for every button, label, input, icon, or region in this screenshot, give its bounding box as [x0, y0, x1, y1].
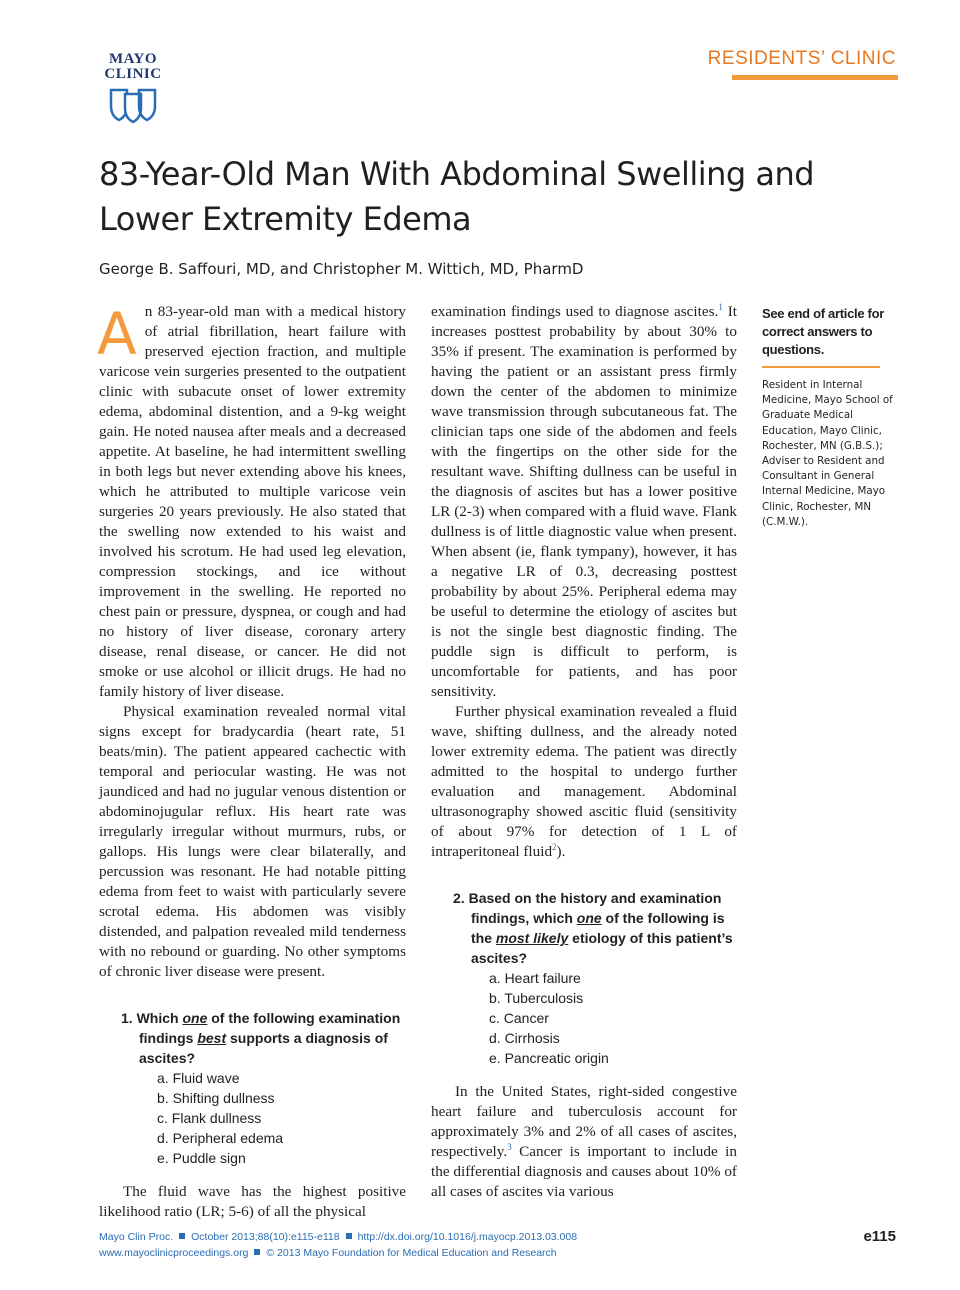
author-affiliations: Resident in Internal Medicine, Mayo School of Graduate Medical Education, Mayo Clinic, Rochester, MN (G.B.S.); Adviser to Resident and Consultant in General Internal Medicine, Mayo Clinic, Rochester, MN (C.M.W.).	[762, 379, 893, 528]
footer-line-2	[99, 1245, 577, 1261]
article-authors: George B. Saffouri, MD, and Christopher M. Wittich, MD, PharmD	[99, 260, 584, 278]
logo-text-mayo: MAYO	[108, 51, 158, 67]
mayo-shields-icon	[109, 86, 157, 124]
question-2	[451, 888, 737, 1068]
option-b: b. Tuberculosis	[489, 990, 584, 1006]
option-d: d. Peripheral edema	[157, 1130, 284, 1146]
journal-issue: October 2013;88(10):e115-e118	[191, 1231, 340, 1243]
question-1-stem: 1. Which one of the following examination findings best supports a diagnosis of ascites?	[121, 1010, 401, 1066]
paragraph-fluid-wave: The fluid wave has the highest positive likelihood ratio (LR; 5-6) of all the physical	[99, 1183, 406, 1220]
separator-square-icon	[179, 1233, 185, 1239]
journal-name: Mayo Clin Proc.	[99, 1231, 174, 1243]
reference-3-link[interactable]: 3	[507, 1141, 512, 1152]
answers-note: See end of article for correct answers to questions.	[762, 306, 884, 357]
paragraph-intro	[99, 302, 406, 702]
sidebar-rule	[762, 366, 880, 368]
option-b: b. Shifting dullness	[157, 1090, 275, 1106]
paragraph-findings: examination findings used to diagnose ascites.$^1$ It increases posttest probability by about 30% to 35% if present. The examination is performed by having the patient or an assistant press firmly down the center of the abdomen to minimize wave transmission through subcutaneous fat. The clinician taps one side of the abdomen and feels with the fingertips on the other side for the resultant wave. Shifting dullness can be useful in the diagnosis of ascites but has a lower positive LR (2-3) when compared with a fluid wave. Flank dullness is of little diagnostic value when present. When absent (ie, flank tympany), however, it has a negative LR of 0.3, decreasing posttest probability by about 25%. Peripheral edema may be useful to determine the etiology of ascites but is not the single best diagnostic finding. The puddle sign is difficult to perform, is uncomfortable for patients, and has poor sensitivity.	[431, 301, 737, 700]
option-a: a. Heart failure	[489, 970, 581, 986]
paragraph-etiology: In the United States, right-sided congestive heart failure and tuberculosis account for approximately 3% and 2% of all cases of ascites, respectively.$^3$ Cancer is important to include in the differential diagnosis and causes about 10% of all cases of ascites via various	[431, 1083, 737, 1200]
doi-link[interactable]: http://dx.doi.org/10.1016/j.mayocp.2013.03.008	[357, 1231, 578, 1243]
footer-line-1	[99, 1229, 577, 1245]
reference-1-link[interactable]: 1	[718, 301, 723, 312]
page-number: e115	[863, 1228, 896, 1245]
website-link[interactable]: www.mayoclinicproceedings.org	[99, 1247, 249, 1259]
mayo-clinic-logo	[98, 52, 168, 124]
drop-cap: A	[97, 300, 137, 368]
question-1	[119, 1008, 406, 1168]
paragraph-further-exam: Further physical examination revealed a fluid wave, shifting dullness, and the already noted lower extremity edema. The patient was directly admitted to the hospital to undergo further evaluation and management. Abdominal ultrasonography showed ascitic fluid (sensitivity of about 97% for detection of 1 L of intraperitoneal fluid$^2$).	[431, 703, 737, 860]
article-title: 83-Year-Old Man With Abdominal Swelling and Lower Extremity Edema	[99, 155, 815, 238]
reference-2-link[interactable]: 2	[552, 841, 557, 852]
question-2-stem: 2. Based on the history and examination findings, which one of the following is the most likely etiology of this patient’s ascites?	[453, 890, 733, 966]
option-a: a. Fluid wave	[157, 1070, 240, 1086]
option-e: e. Pancreatic origin	[489, 1050, 609, 1066]
option-d: d. Cirrhosis	[489, 1030, 560, 1046]
section-rule	[732, 75, 898, 80]
logo-text-clinic: CLINIC	[104, 66, 162, 82]
separator-square-icon	[346, 1233, 352, 1239]
paragraph-exam: Physical examination revealed normal vital signs except for bradycardia (heart rate, 51 beats/min). The patient appeared cachectic with temporal and periocular wasting. He was not jaundiced and had no jugular venous distention or abdominojugular reflux. His heart rate was irregularly irregular without murmurs, rubs, or gallops. His lungs were clear bilaterally, and percussion was resonant. He had notable pitting edema from feet to waist with particularly severe scrotal edema. His abdomen was visibly distended, and palpation revealed mild tenderness with no rebound or guarding. No other symptoms of chronic liver disease were present.	[99, 703, 406, 980]
option-c: c. Flank dullness	[157, 1110, 262, 1126]
text-column-right	[431, 302, 737, 1202]
paragraph-intro-text: n 83-year-old man with a medical history of atrial fibrillation, heart failure with preserved ejection fraction, and multiple varicose vein surgeries presented to the outpatient clinic with subacute onset of lower extremity edema, abdominal distention, and a 9-kg weight gain. He noted nausea after meals and a decreased appetite. At baseline, he had intermittent swelling in both legs but never extending above his knees, which he attributed to multiple varicose vein surgeries 20 years previously. He also stated that the swelling now extended to his waist and involved his scrotum. He had used leg elevation, compression stockings, and ice without improvement in the swelling. He reported no chest pain or pressure, dyspnea, or cough and had no history of liver disease, coronary artery disease, renal disease, or cancer. He did not smoke or use alcohol or illicit drugs. He had no family history of liver disease.	[99, 303, 406, 700]
separator-square-icon	[254, 1249, 260, 1255]
question-1-options	[119, 1068, 406, 1168]
page-footer	[99, 1229, 577, 1261]
option-c: c. Cancer	[489, 1010, 549, 1026]
section-label: RESIDENTS’ CLINIC	[707, 48, 896, 69]
option-e: e. Puddle sign	[157, 1150, 246, 1166]
text-column-left	[99, 302, 406, 1222]
copyright: © 2013 Mayo Foundation for Medical Education and Research	[266, 1247, 557, 1259]
question-2-options	[451, 968, 737, 1068]
